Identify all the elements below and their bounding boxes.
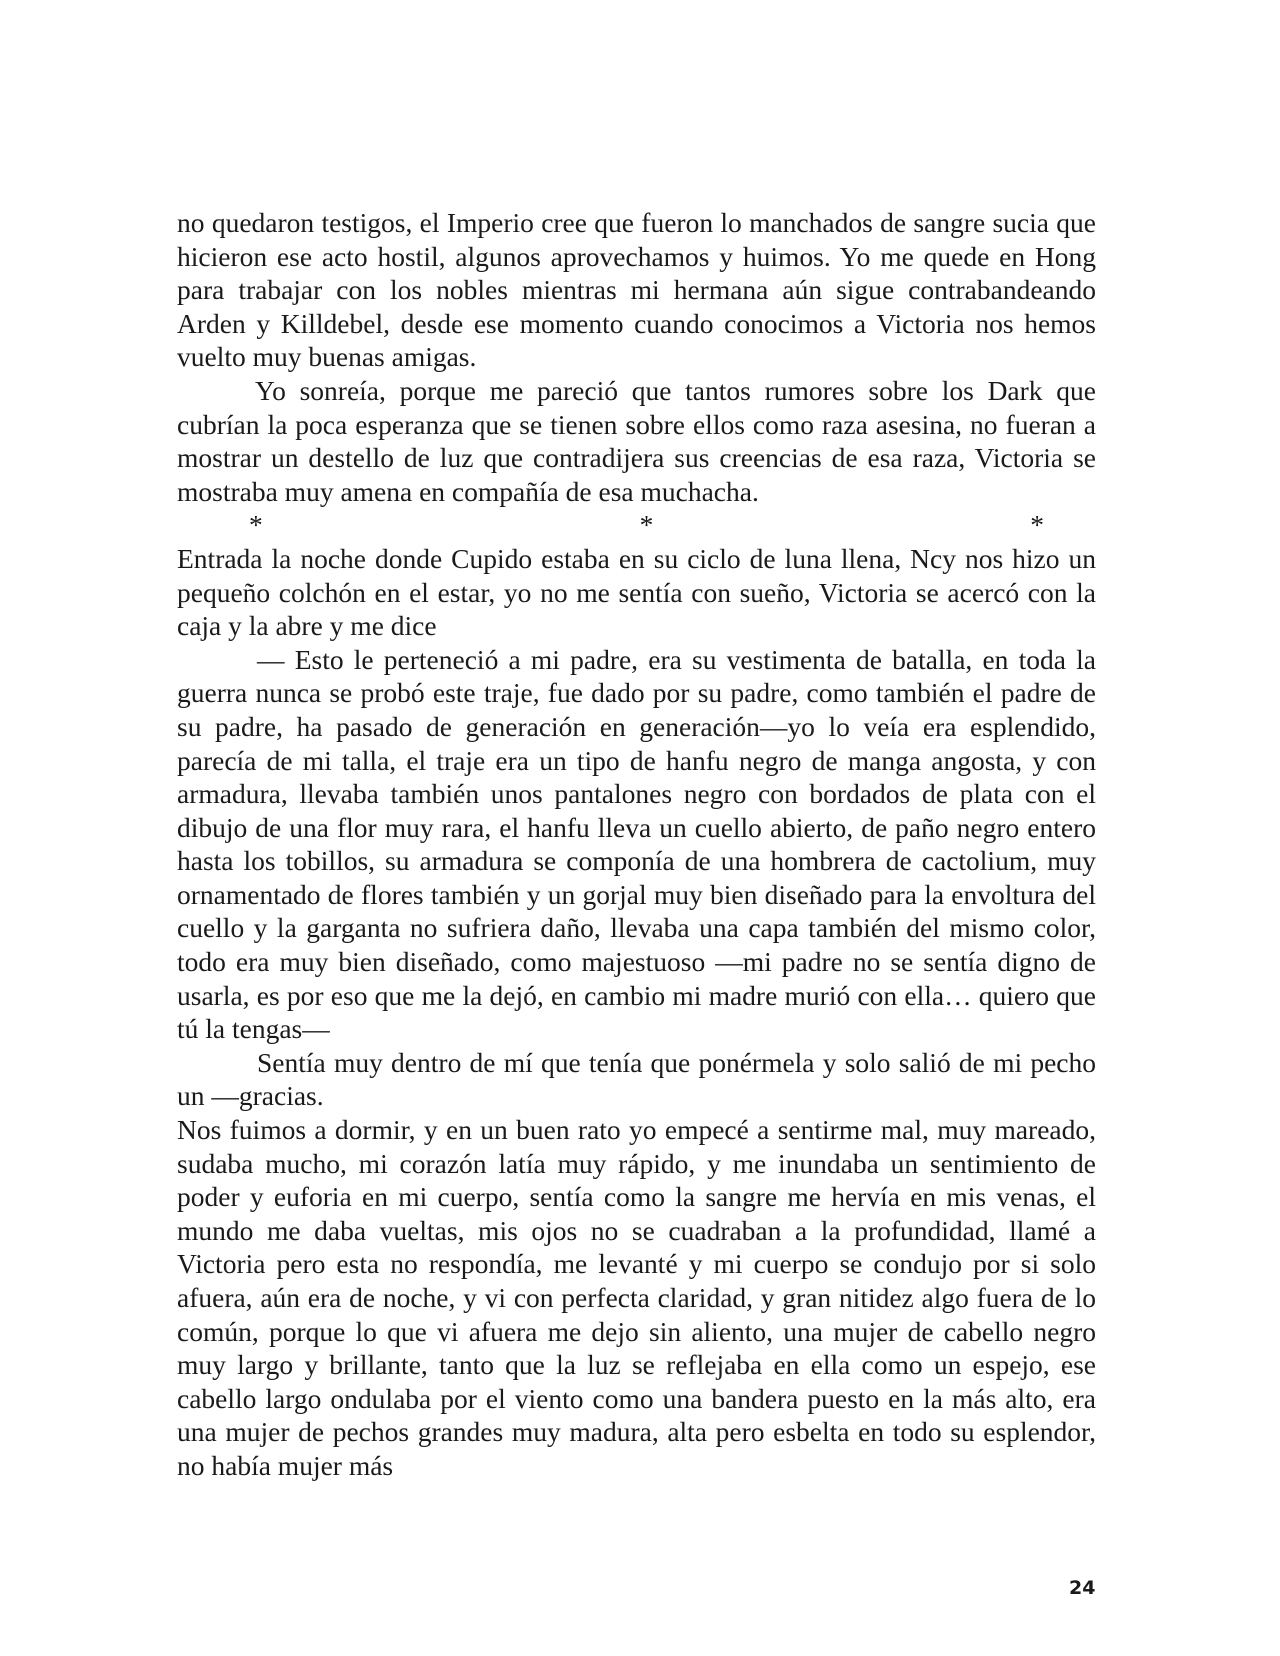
body-text xyxy=(177,206,1096,1483)
paragraph-2: Yo sonreía, porque me pareció que tantos rumores sobre los Dark que cubrían la poca esperanza que se tienen sobre ellos como raza asesina, no fueran a mostrar un destello de luz que contradijera sus creencias de esa raza, Victoria se mostraba muy amena en compañía de esa muchacha. xyxy=(177,374,1096,507)
paragraph-6: Nos fuimos a dormir, y en un buen rato yo empecé a sentirme mal, muy mareado, sudaba mucho, mi corazón latía muy rápido, y me inundaba un sentimiento de poder y euforia en mi cuerpo, sentía como la sangre me hervía en mis venas, el mundo me daba vueltas, mis ojos no se cuadraban a la profundidad, llamé a Victoria pero esta no respondía, me levanté y mi cuerpo se condujo por si solo afuera, aún era de noche, y vi con perfecta claridad, y gran nitidez algo fuera de lo común, porque lo que vi afuera me dejo sin aliento, una mujer de cabello negro muy largo y brillante, tanto que la luz se reflejaba en ella como un espejo, ese cabello largo ondulaba por el viento como una bandera puesto en la más alto, era una mujer de pechos grandes muy madura, alta pero esbelta en todo su esplendor, no había mujer más xyxy=(177,1114,1096,1481)
separator-asterisk-center: * xyxy=(639,509,654,541)
separator-asterisk-left: * xyxy=(249,509,263,541)
paragraph-3: Entrada la noche donde Cupido estaba en su ciclo de luna llena, Ncy nos hizo un pequeño colchón en el estar, yo no me sentía con sueño, Victoria se acercó con la caja y la abre y me dice xyxy=(177,542,1096,642)
page-number: 24 xyxy=(1069,1577,1096,1599)
separator-asterisk-right: * xyxy=(1030,509,1044,541)
paragraph-1: no quedaron testigos, el Imperio cree que fueron lo manchados de sangre sucia que hicieron ese acto hostil, algunos aprovechamos y huimos. Yo me quede en Hong para trabajar con los nobles mientras mi hermana aún sigue contrabandeando Arden y Killdebel, desde ese momento cuando conocimos a Victoria nos hemos vuelto muy buenas amigas. xyxy=(177,207,1096,373)
section-separator xyxy=(177,508,1096,542)
paragraph-5: Sentía muy dentro de mí que tenía que ponérmela y solo salió de mi pecho un —gracias. xyxy=(177,1046,1096,1112)
paragraph-4: — Esto le perteneció a mi padre, era su vestimenta de batalla, en toda la guerra nunca se probó este traje, fue dado por su padre, como también el padre de su padre, ha pasado de generación en generación—yo lo veía era esplendido, parecía de mi talla, el traje era un tipo de hanfu negro de manga angosta, y con armadura, llevaba también unos pantalones negro con bordados de plata con el dibujo de una flor muy rara, el hanfu lleva un cuello abierto, de paño negro entero hasta los tobillos, su armadura se componía de una hombrera de cactolium, muy ornamentado de flores también y un gorjal muy bien diseñado para la envoltura del cuello y la garganta no sufriera daño, llevaba una capa también del mismo color, todo era muy bien diseñado, como majestuoso —mi padre no se sentía digno de usarla, es por eso que me la dejó, en cambio mi madre murió con ella… quiero que tú la tengas— xyxy=(177,643,1096,1045)
